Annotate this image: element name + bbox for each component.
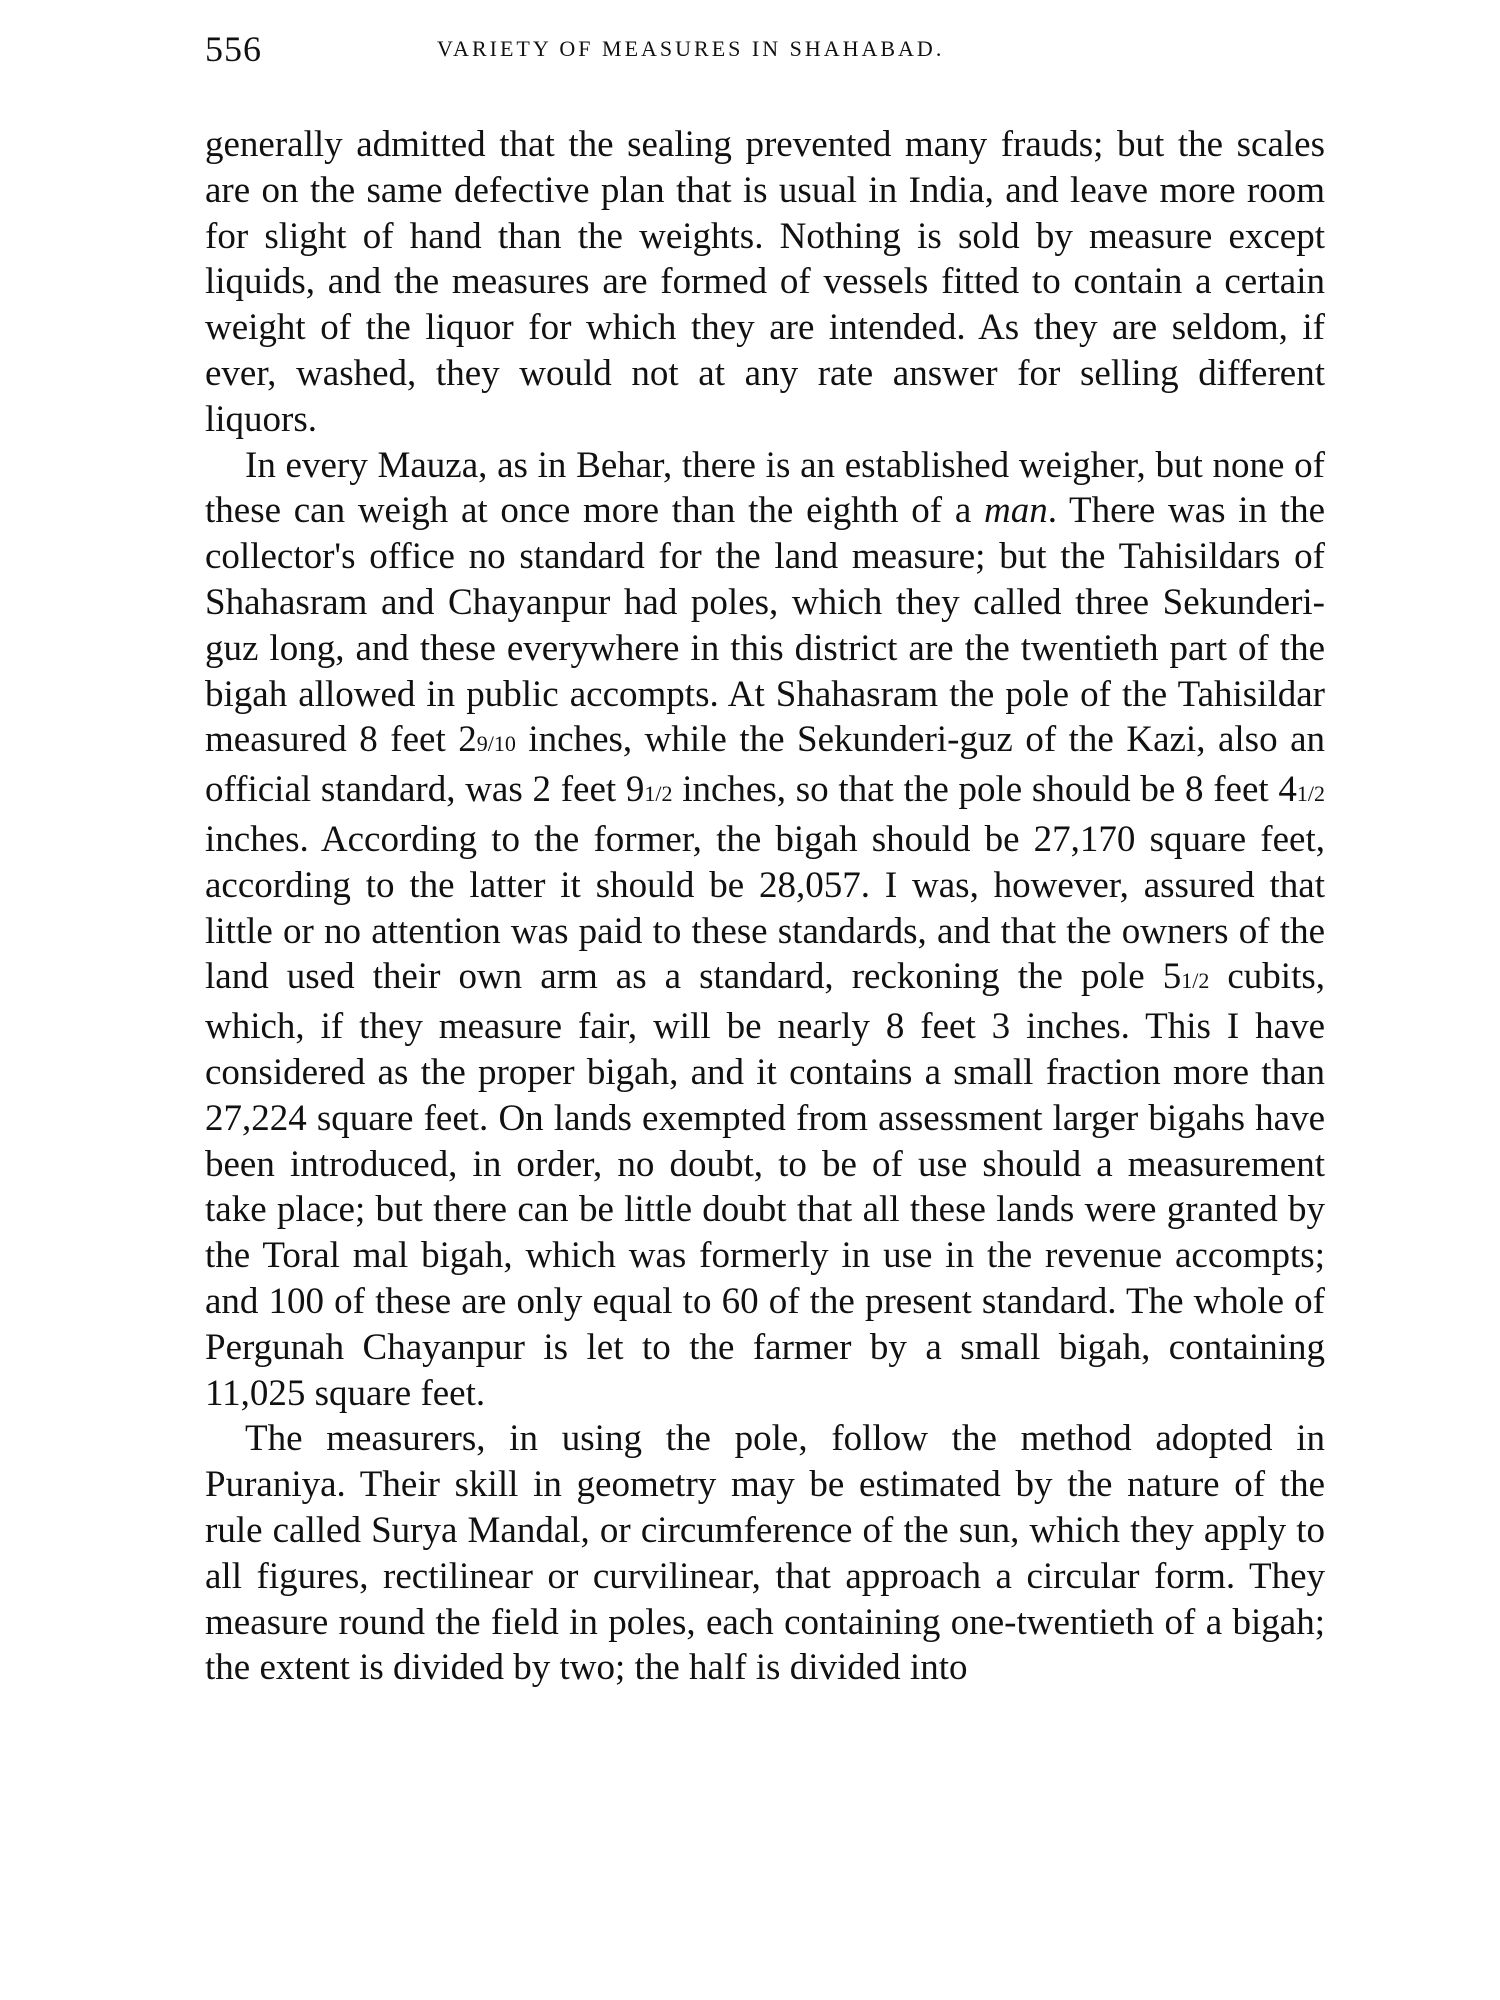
paragraph-2-part-3: inches, while the Sekunderi-guz of the Kazi, also an official standard, was 2 feet 9	[205, 719, 1325, 811]
fraction-half-1: 1/2	[644, 781, 673, 807]
fraction-half-2: 1/2	[1296, 781, 1325, 807]
page-number: 556	[205, 29, 262, 69]
paragraph-2-part-5: inches. According to the former, the bigah should be 27,170 square feet, according to the latter it should be 28,057. I was, however, assured that little or no attention was paid to these standards, and that the owners of the land used their own arm as a standard, reckoning the pole 5	[205, 818, 1325, 998]
paragraph-2-part-1: In every Mauza, as in Behar, there is an established weigher, but none of these can weigh at once more than the eighth of a	[205, 444, 1325, 532]
paragraph-1: generally admitted that the sealing prevented many frauds; but the scales are on the same defective plan that is usual in India, and leave more room for slight of hand than the weights. Nothing is sold by measure except liquids, and the measures are formed of vessels fitted to contain a certain weight of the liquor for which they are intended. As they are seldom, if ever, washed, they would not at any rate answer for selling different liquors.	[205, 124, 1325, 440]
paragraph-2-part-2: . There was in the collector's office no standard for the land measure; but the Tahisildars of Shahasram and Chayanpur had poles, which they called three Sekunderi-guz long, and these everywhere in this district are the twentieth part of the bigah allowed in public accompts. At Shahasram the pole of the Tahisildar measured 8 feet 2	[205, 490, 1325, 761]
paragraph-3: The measurers, in using the pole, follow the method adopted in Puraniya. Their skill in geometry may be estimated by the nature of the rule called Surya Mandal, or circumference of the sun, which they apply to all figures, rectilinear or curvilinear, that approach a circular form. They measure round the field in poles, each containing one-twentieth of a bigah; the extent is divided by two; the half is divided into	[205, 1418, 1325, 1689]
fraction-nine-tenths: 9/10	[476, 731, 516, 757]
running-title: VARIETY OF MEASURES IN SHAHABAD.	[437, 36, 945, 61]
paragraph-2-part-6: cubits, which, if they measure fair, will be nearly 8 feet 3 inches. This I have considered as the proper bigah, and it contains a small fraction more than 27,224 square feet. On lands exempted from assessment larger bigahs have been introduced, in order, no doubt, to be of use should a measurement take place; but there can be little doubt that all these lands were granted by the Toral mal bigah, which was formerly in use in the revenue accompts; and 100 of these are only equal to 60 of the present standard. The whole of Pergunah Chayanpur is let to the farmer by a small bigah, containing 11,025 square feet.	[205, 956, 1325, 1414]
fraction-half-3: 1/2	[1181, 968, 1210, 994]
running-head	[205, 28, 1325, 84]
paragraph-2-part-4: inches, so that the pole should be 8 feet 4	[672, 769, 1297, 811]
man-term: man	[983, 490, 1048, 532]
book-page	[205, 28, 1325, 1691]
body-text	[205, 122, 1325, 1691]
paragraph-2	[205, 443, 1325, 1417]
